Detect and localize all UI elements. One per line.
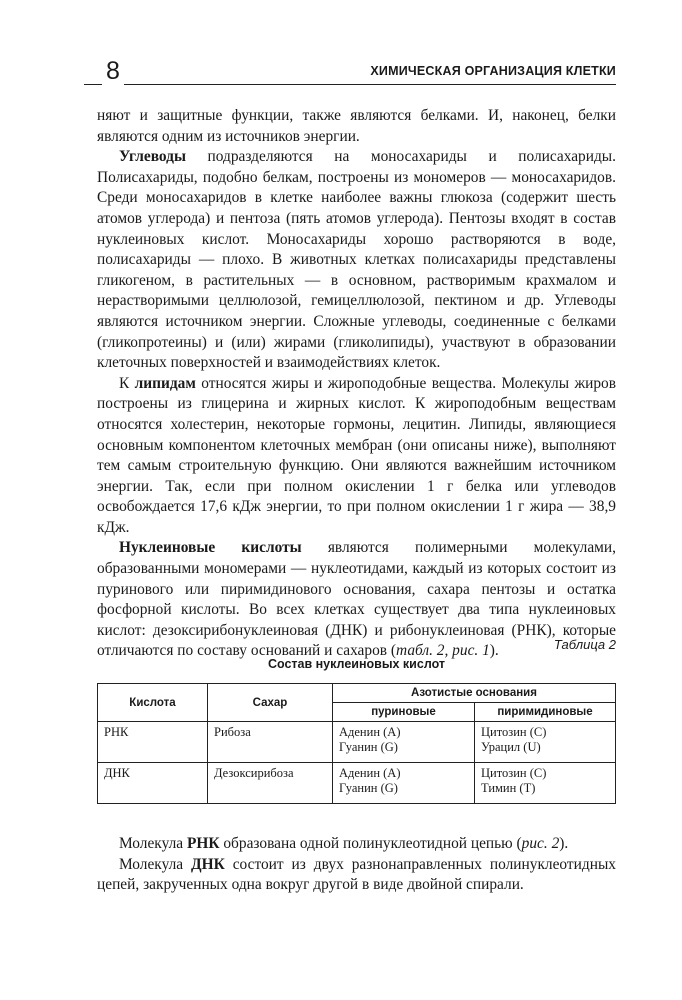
cell-purines: Аденин (A) Гуанин (G) (333, 763, 475, 804)
term-rna: РНК (186, 835, 220, 852)
chapter-title: ХИМИЧЕСКАЯ ОРГАНИЗАЦИЯ КЛЕТКИ (370, 64, 616, 78)
table-title: Состав нуклеиновых кислот (267, 657, 446, 671)
main-text-continued (97, 834, 616, 896)
paragraph-dna: Молекула ДНК состоит из двух разнонаправленных полинуклеотидных цепей, закрученных одна вокруг другой в виде двойной спирали. (97, 855, 616, 894)
page-number: 8 (102, 56, 124, 86)
paragraph-carbohydrates: Углеводы подразделяются на моносахариды и полисахариды. Полисахариды, подобно белкам, построены из мономеров — моносахаридов. Среди моносахаридов в клетке наиболее важны глюкоза (содержит шесть атомов углерода) и пентоза (пять атомов углерода). Пентозы входят в состав нуклеиновых кислот. Моносахариды хорошо растворяются в воде, полисахариды — плохо. В животных клетках полисахариды представлены гликогеном, в растительных — в основном, растворимым крахмалом и нерастворимыми целлюлозой, гемицеллюлозой, пектином и др. Углеводы являются источником энергии. Сложные углеводы, соединенные с белками (гликопротеины) и (или) жирами (гликолипиды), участвуют в образовании клеточных поверхностей и взаимодействиях клеток. (97, 148, 616, 372)
cell-pyrimidines: Цитозин (C) Урацил (U) (475, 722, 616, 763)
paragraph-proteins-end: няют и защитные функции, также являются белками. И, наконец, белки являются одним из источников энергии. (97, 107, 616, 145)
header-acid: Кислота (98, 684, 208, 722)
paragraph-nucleic-acids: Нуклеиновые кислоты являются полимерными молекулами, образованными мономерами — нуклеотидами, каждый из которых состоит из пуринового или пиримидинового основания, сахара пентозы и остатка фосфорной кислоты. Во всех клетках существует два типа нуклеиновых кислот: дезоксирибонуклеиновая (ДНК) и рибонуклеиновая (РНК), которые отличаются по составу оснований и сахаров (табл. 2, рис. 1). (97, 539, 617, 660)
figure-reference: табл. 2, рис. 1 (396, 642, 490, 660)
cell-acid: РНК (98, 722, 208, 763)
nucleic-acid-table (97, 683, 616, 804)
cell-sugar: Рибоза (208, 722, 333, 763)
header-purine: пуриновые (333, 703, 475, 722)
cell-acid: ДНК (98, 763, 208, 804)
term-nucleic-acids: Нуклеиновые кислоты (119, 539, 302, 557)
table-row (98, 722, 616, 763)
table-caption: Таблица 2 (553, 637, 616, 652)
paragraph-rna: Молекула РНК образована одной полинуклеотидной цепью (рис. 2). (119, 835, 569, 852)
term-dna: ДНК (191, 855, 225, 873)
running-header (84, 57, 616, 92)
term-carbohydrates: Углеводы (119, 148, 186, 166)
cell-sugar: Дезоксирибоза (208, 763, 333, 804)
paragraph-lipids: К липидам относятся жиры и жироподобные вещества. Молекулы жиров построены из глицерина и жирных кислот. К жироподобным веществам относятся холестерин, некоторые гормоны, лецитин. Липиды, являющиеся основным компонентом клеточных мембран (они описаны ниже), выполняют тем самым строительную функцию. Они являются важнейшим источником энергии. Так, если при полном окислении 1 г белка или углеводов освобождается 17,6 кДж энергии, то при полном окислении 1 г жира — 38,9 кДж. (97, 374, 616, 536)
cell-pyrimidines: Цитозин (C) Тимин (T) (475, 763, 616, 804)
figure-reference: рис. 2 (521, 835, 560, 852)
header-pyrimidine: пиримидиновые (475, 703, 616, 722)
cell-purines: Аденин (A) Гуанин (G) (333, 722, 475, 763)
header-rule (84, 84, 616, 85)
table-row (98, 763, 616, 804)
term-lipids: липидам (134, 374, 196, 392)
main-text (97, 106, 616, 662)
header-sugar: Сахар (208, 684, 333, 722)
header-bases: Азотистые основания (333, 684, 616, 703)
